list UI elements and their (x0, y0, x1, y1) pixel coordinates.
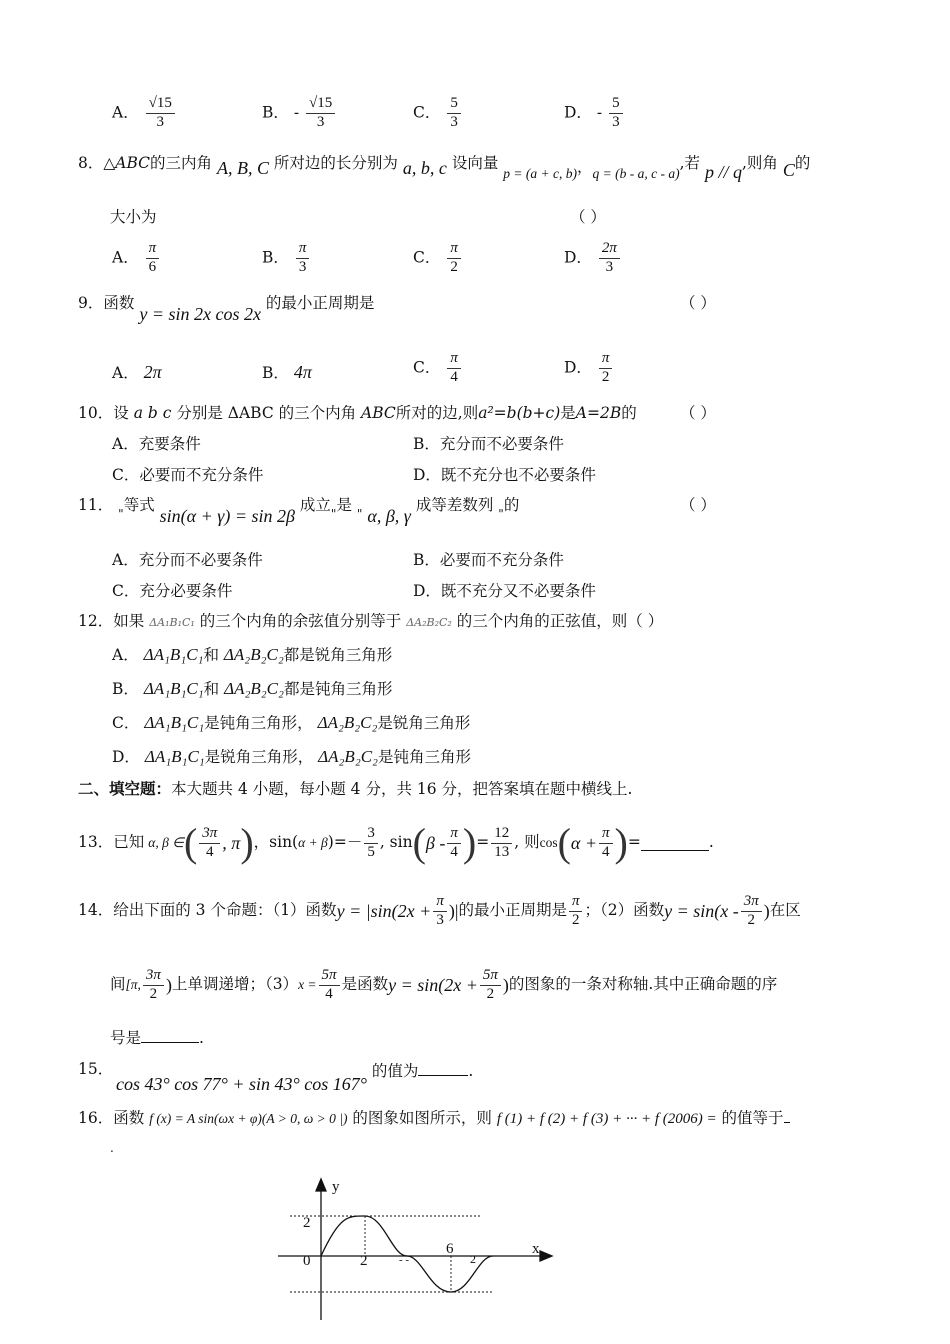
q9-option-c: C． $\frac{\pi}{4}$ (413, 351, 463, 386)
q12-option-c: C． ΔA₁B₁C₁是钝角三角形， ΔA₂B₂C₂是锐角三角形 (112, 713, 471, 732)
q10-stem: 10．设 a b c 分别是 ΔABC 的三个内角 ABC所对的边,则a²=b(b+c)是A=2B的 (78, 404, 637, 422)
q9-stem: 9．函数 y = sin 2x cos 2x 的最小正周期是 (78, 294, 375, 324)
q12-option-d: D． ΔA₁B₁C₁是锐角三角形， ΔA₂B₂C₂是钝角三角形 (112, 747, 471, 766)
q11-option-b: B．必要而不充分条件 (413, 551, 564, 569)
q7-option-b: B． - $\frac{√15}{3}$ (262, 96, 337, 131)
y-axis-arrow (316, 1179, 326, 1191)
q7-option-d: D． - $\frac{5}{3}$ (564, 96, 625, 131)
x-label: x (532, 1241, 540, 1257)
q7-option-c: C． $\frac{5}{3}$ (413, 96, 463, 131)
q9-option-d: D． $\frac{\pi}{2}$ (564, 351, 614, 386)
q13-answer-blank (641, 836, 709, 851)
y-tick-2: 2 (303, 1215, 311, 1231)
sine-graph (270, 1175, 570, 1325)
q12-option-b: B． ΔA₁B₁C₁和 ΔA₂B₂C₂都是钝角三角形 (112, 679, 393, 698)
q8-option-b: B． $\frac{\pi}{3}$ (262, 241, 311, 276)
q12-option-a: A． ΔA₁B₁C₁和 ΔA₂B₂C₂都是锐角三角形 (112, 645, 393, 664)
q10-answer-paren: （ ） (680, 404, 716, 422)
q14-continuation: 间 [π, $\frac{3\pi}{2}$ ) 上单调递增；（3） x = $\frac{5\pi}{4}$ 是函数 y = sin(2x + $\frac{5\pi}{2}$ ) 的图象的一条对称轴.其中正确命题的序 (110, 966, 778, 1002)
x-tick-2: 2 (360, 1253, 368, 1269)
y-label: y (332, 1179, 340, 1195)
x-axis-arrow (540, 1251, 552, 1261)
q15-answer-blank (418, 1061, 468, 1076)
q11-stem: 11． $_"$等式 sin(α + γ) = sin 2β 成立$_"$是 $_"$ α, β, γ 成等差数列 $_"$的 (78, 496, 520, 526)
q8-continuation: 大小为 (110, 208, 157, 226)
q14-stem: 14． 给出下面的 3 个命题：（1）函数 y = |sin(2x + $\frac{\pi}{3}$ )| 的最小正周期是 $\frac{\pi}{2}$ ；（2）函数 y = sin(x - $\frac{3\pi}{2}$ ) 在区 (78, 892, 801, 928)
q9-option-a: A． 2π (112, 362, 162, 382)
q11-answer-paren: （ ） (680, 496, 716, 514)
x-tick-6: 6 (446, 1241, 454, 1257)
q9-option-b: B． 4π (262, 362, 312, 382)
section-heading: 二、填空题：本大题共 4 小题，每小题 4 分，共 16 分，把答案填在题中横线上. (78, 779, 633, 798)
q8-stem: 8．△ABC的三内角 A, B, C 所对边的长分别为 a, b, c 设向量 p = (a + c, b)，q = (b - a, c - a),若 p // q,则角 C的 (78, 154, 811, 182)
q7-option-a: A． $\frac{√15}{3}$ (112, 96, 177, 131)
q14-last-line: 号是 . (110, 1029, 204, 1047)
q8-option-d: D． $\frac{2\pi}{3}$ (564, 241, 622, 276)
origin-label: 0 (303, 1253, 311, 1269)
q8-option-c: C． $\frac{\pi}{2}$ (413, 241, 463, 276)
q12-stem: 12．如果 ΔA₁B₁C₁ 的三个内角的余弦值分别等于 ΔA₂B₂C₂ 的三个内角的正弦值，则（ ） (78, 612, 664, 630)
q8-option-a: A． $\frac{\pi}{6}$ (112, 241, 161, 276)
q11-option-d: D．既不充分又不必要条件 (413, 582, 596, 600)
q10-option-c: C．必要而不充分条件 (112, 466, 264, 484)
q10-option-d: D．既不充分也不必要条件 (413, 466, 596, 484)
q16-dot: . (110, 1141, 114, 1155)
q10-option-a: A．充要条件 (112, 435, 201, 453)
q15-stem: cos 43° cos 77° + sin 43° cos 167° 的值为 . (116, 1062, 474, 1094)
q9-answer-paren: （ ） (680, 294, 716, 312)
q13-stem: 13． 已知 α, β ∈ ( $\frac{3\pi}{4}$ , π ) ，sin( α + β )=－ $\frac{3}{5}$ , sin ( β - $\frac{\pi}{4}$ ) = $\frac{12}{13}$ , 则 cos ( α + $\frac{\pi}{4}$ ) = . (78, 820, 714, 865)
x-tick-8: 2 (470, 1252, 476, 1266)
q16-stem: 16．函数 f (x) = A sin(ωx + φ)(A > 0, ω > 0 |) 的图象如图所示，则 f (1) + f (2) + f (3) + ··· + f (2006) = 的值等于 (78, 1110, 790, 1127)
q10-option-b: B．充分而不必要条件 (413, 435, 564, 453)
q11-option-a: A．充分而不必要条件 (112, 551, 263, 569)
q14-answer-blank (141, 1028, 199, 1043)
q8-answer-paren: （ ） (570, 208, 606, 226)
q11-option-c: C．充分必要条件 (112, 582, 233, 600)
q15-number: 15． (78, 1060, 114, 1078)
x-tick-4: - - (399, 1254, 410, 1266)
